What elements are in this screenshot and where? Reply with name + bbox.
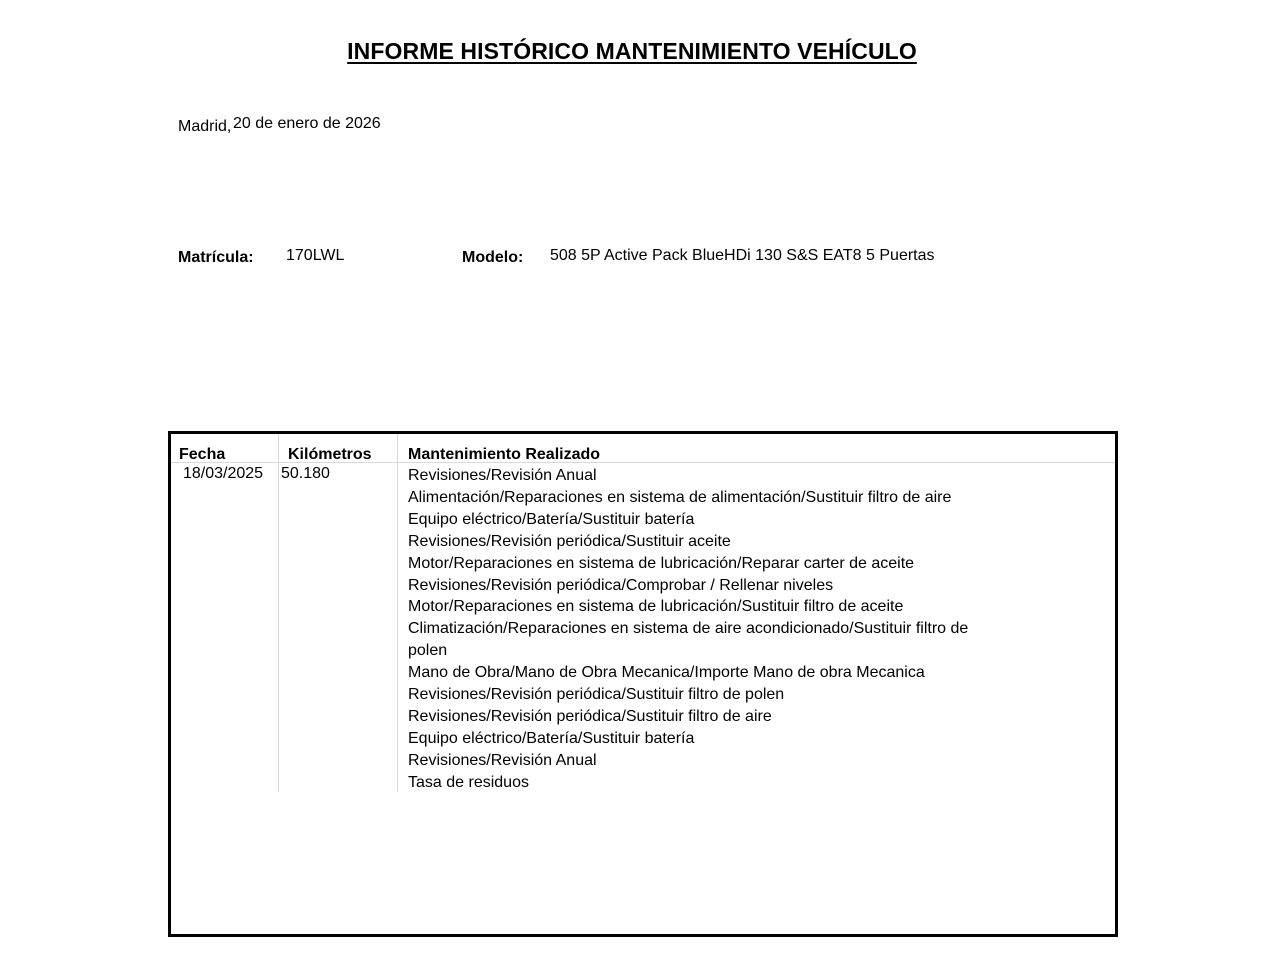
list-item: polen: [408, 642, 448, 660]
list-item: Revisiones/Revisión Anual: [408, 751, 597, 769]
list-item: Equipo eléctrico/Batería/Sustituir batería: [408, 729, 695, 747]
list-item: Revisiones/Revisión periódica/Sustituir filtro de aire: [408, 707, 772, 725]
list-item: Revisiones/Revisión periódica/Sustituir filtro de polen: [408, 686, 785, 704]
header-date: Fecha: [179, 446, 226, 463]
column-separator-km: [397, 434, 398, 792]
list-item: Motor/Reparaciones en sistema de lubricación/Sustituir filtro de aceite: [408, 598, 904, 616]
list-item: Tasa de residuos: [408, 773, 529, 791]
model-value: 508 5P Active Pack BlueHDi 130 S&S EAT8 5 Puertas: [550, 247, 935, 264]
list-item: Mano de Obra/Mano de Obra Mecanica/Importe Mano de obra Mecanica: [408, 664, 925, 682]
row-date: 18/03/2025: [183, 465, 264, 482]
maintenance-list: [408, 465, 968, 794]
list-item: Alimentación/Reparaciones en sistema de alimentación/Sustituir filtro de aire: [408, 488, 952, 506]
list-item: Revisiones/Revisión Anual: [408, 467, 597, 484]
model-label: Modelo:: [462, 249, 524, 266]
plate-value: 170LWL: [286, 247, 345, 264]
plate-label: Matrícula:: [178, 249, 254, 266]
header-maintenance: Mantenimiento Realizado: [408, 446, 601, 463]
list-item: Climatización/Reparaciones en sistema de aire acondicionado/Sustituir filtro de: [408, 620, 969, 638]
list-item: Revisiones/Revisión periódica/Sustituir aceite: [408, 532, 731, 550]
row-km: 50.180: [281, 465, 330, 482]
report-title: INFORME HISTÓRICO MANTENIMIENTO VEHÍCULO: [347, 38, 917, 64]
list-item: Motor/Reparaciones en sistema de lubricación/Reparar carter de aceite: [408, 554, 915, 572]
maintenance-table: [168, 431, 1118, 937]
header-km: Kilómetros: [288, 446, 372, 463]
report-place: Madrid,: [178, 118, 232, 135]
column-separator-date: [278, 434, 279, 792]
list-item: Revisiones/Revisión periódica/Comprobar / Rellenar niveles: [408, 576, 834, 594]
list-item: Equipo eléctrico/Batería/Sustituir batería: [408, 510, 695, 528]
report-date: 20 de enero de 2026: [233, 115, 381, 132]
